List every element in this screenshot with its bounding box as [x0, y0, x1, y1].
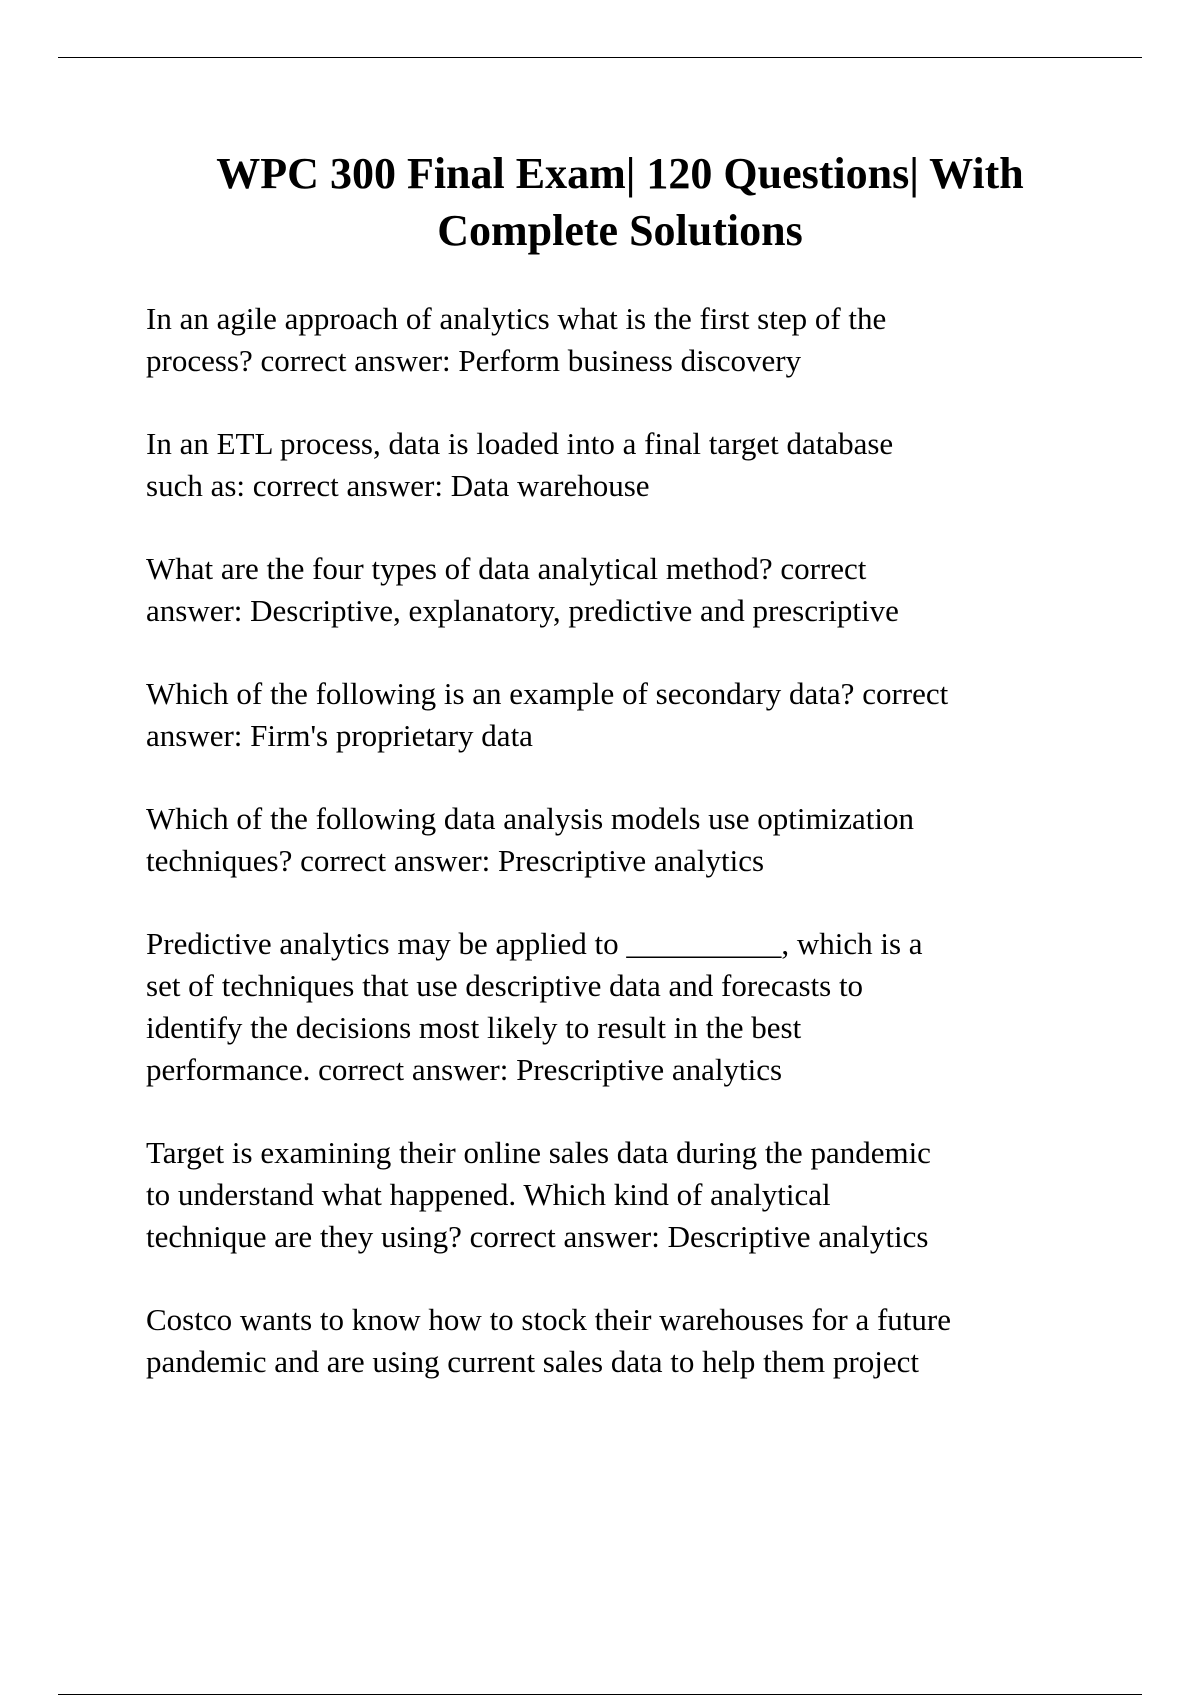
qa-line: answer: Descriptive, explanatory, predictive and prescriptive — [146, 593, 899, 628]
qa-line: Which of the following data analysis models use optimization — [146, 801, 914, 836]
qa-line: performance. correct answer: Prescriptive analytics — [146, 1052, 783, 1087]
top-rule — [58, 57, 1142, 58]
qa-line: pandemic and are using current sales data to help them project — [146, 1344, 919, 1379]
qa-line: identify the decisions most likely to result in the best — [146, 1010, 802, 1045]
qa-entry-5 — [146, 798, 1156, 882]
qa-line: In an ETL process, data is loaded into a final target database — [146, 426, 894, 461]
qa-entry-6 — [146, 923, 1156, 1091]
document-title — [130, 145, 1110, 259]
qa-list — [146, 298, 1156, 1424]
title-line: Complete Solutions — [437, 206, 803, 255]
bottom-rule — [58, 1694, 1142, 1695]
qa-line: such as: correct answer: Data warehouse — [146, 468, 650, 503]
qa-line: Target is examining their online sales data during the pandemic — [146, 1135, 931, 1170]
qa-line: technique are they using? correct answer: Descriptive analytics — [146, 1219, 929, 1254]
qa-line: set of techniques that use descriptive data and forecasts to — [146, 968, 864, 1003]
qa-line: Costco wants to know how to stock their warehouses for a future — [146, 1302, 951, 1337]
qa-line: to understand what happened. Which kind of analytical — [146, 1177, 831, 1212]
qa-line: Predictive analytics may be applied to __________, which is a — [146, 926, 923, 961]
qa-entry-1 — [146, 298, 1156, 382]
qa-entry-3 — [146, 548, 1156, 632]
qa-entry-7 — [146, 1132, 1156, 1258]
title-line: WPC 300 Final Exam| 120 Questions| With — [216, 149, 1024, 198]
qa-line: process? correct answer: Perform business discovery — [146, 343, 802, 378]
qa-line: What are the four types of data analytical method? correct — [146, 551, 867, 586]
qa-entry-8 — [146, 1299, 1156, 1383]
qa-line: Which of the following is an example of secondary data? correct — [146, 676, 949, 711]
qa-entry-2 — [146, 423, 1156, 507]
qa-line: answer: Firm's proprietary data — [146, 718, 533, 753]
qa-entry-4 — [146, 673, 1156, 757]
qa-line: techniques? correct answer: Prescriptive analytics — [146, 843, 765, 878]
qa-line: In an agile approach of analytics what is the first step of the — [146, 301, 887, 336]
